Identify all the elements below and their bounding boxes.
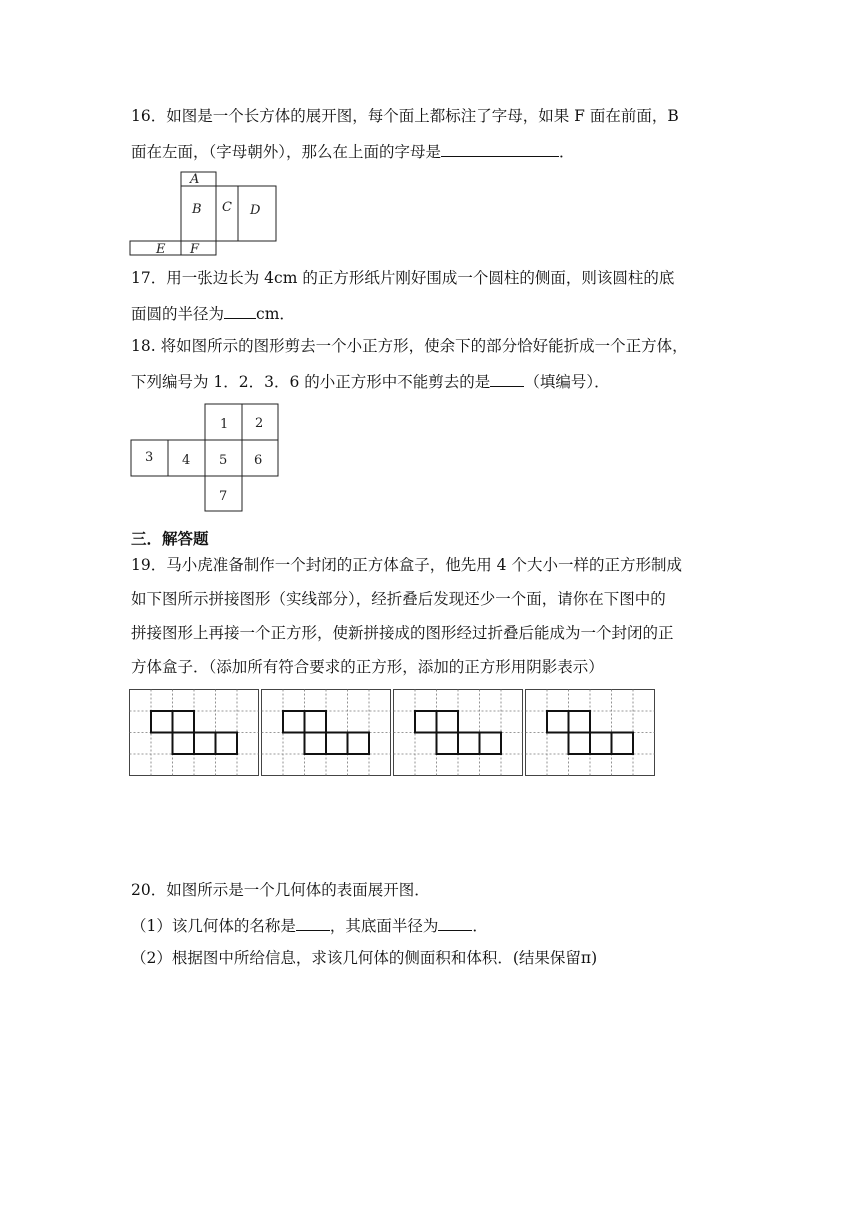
face-label-a: A (190, 172, 200, 187)
solid-square (194, 733, 216, 755)
q19-line-1: 19．马小虎准备制作一个封闭的正方体盒子，他先用 4 个大小一样的正方形制成 (131, 556, 682, 574)
q16-line-1: 16．如图是一个长方体的展开图，每个面上都标注了字母，如果 F 面在前面，B (131, 107, 679, 125)
solid-square (480, 733, 502, 755)
square-label-6: 6 (254, 453, 263, 468)
square-label-4: 4 (182, 453, 191, 468)
q19-line-4: 方体盒子．（添加所有符合要求的正方形，添加的正方形用阴影表示） (131, 658, 604, 676)
solid-square (437, 733, 459, 755)
solid-square (348, 733, 370, 755)
solid-square (305, 711, 327, 733)
solid-square (173, 711, 195, 733)
q16-cuboid-net-figure (130, 172, 280, 256)
solid-square (151, 711, 173, 733)
solid-square (216, 733, 238, 755)
solid-square (612, 733, 634, 755)
q20-line-3: （2）根据图中所给信息，求该几何体的侧面积和体积．(结果保留π) (131, 949, 598, 967)
square-label-7: 7 (219, 489, 228, 504)
q20-line-2-prefix: （1）该几何体的名称是 (131, 917, 296, 935)
q19-grid-1[interactable] (130, 690, 259, 776)
solid-square (283, 711, 305, 733)
q19-line-2: 如下图所示拼接图形（实线部分），经折叠后发现还少一个面，请你在下图中的 (131, 590, 666, 608)
q18-line-1: 18. 将如图所示的图形剪去一个小正方形，使余下的部分恰好能折成一个正方体， (131, 337, 688, 355)
q17-line-2-prefix: 面圆的半径为 (131, 305, 225, 323)
solid-square (590, 733, 612, 755)
face-label-e: E (156, 242, 166, 257)
square-label-5: 5 (219, 453, 228, 468)
q20-line-2-suffix: ． (472, 917, 488, 935)
q18-answer-blank[interactable] (490, 370, 524, 387)
q16-answer-blank[interactable] (441, 140, 559, 157)
q20-name-blank[interactable] (296, 914, 330, 931)
q16-line-2 (131, 140, 575, 162)
q16-line-2-suffix: ． (559, 143, 575, 161)
q18-line-2 (131, 370, 610, 392)
solid-square (569, 733, 591, 755)
q19-grid-figures (129, 689, 659, 779)
solid-square (547, 711, 569, 733)
q17-line-1: 17．用一张边长为 4cm 的正方形纸片刚好围成一个圆柱的侧面，则该圆柱的底 (131, 269, 675, 287)
q20-line-2 (131, 914, 488, 936)
solid-square (415, 711, 437, 733)
q19-grid-3[interactable] (394, 690, 523, 776)
q18-line-2-prefix: 下列编号为 1．2．3．6 的小正方形中不能剪去的是 (131, 373, 491, 391)
q19-grid-4[interactable] (526, 690, 655, 776)
solid-square (173, 733, 195, 755)
q20-line-2-middle: ，其底面半径为 (329, 917, 439, 935)
q16-line-2-prefix: 面在左面，（字母朝外），那么在上面的字母是 (131, 143, 442, 161)
q20-line-1: 20．如图所示是一个几何体的表面展开图． (131, 881, 430, 899)
face-label-d: D (250, 203, 261, 218)
square-label-2: 2 (255, 416, 264, 431)
q17-answer-blank[interactable] (224, 302, 256, 319)
q17-line-2-suffix: cm． (256, 305, 295, 323)
solid-square (569, 711, 591, 733)
square-label-3: 3 (145, 450, 154, 465)
face-label-b: B (192, 202, 202, 217)
q19-grid-2[interactable] (262, 690, 391, 776)
solid-square (305, 733, 327, 755)
face-label-f: F (190, 242, 200, 257)
q19-line-3: 拼接图形上再接一个正方形，使新拼接成的图形经过折叠后能成为一个封闭的正 (131, 624, 674, 642)
square-label-1: 1 (220, 417, 229, 432)
q18-line-2-suffix: （填编号）． (524, 373, 610, 391)
face-label-c: C (222, 200, 232, 215)
q20-radius-blank[interactable] (438, 914, 472, 931)
solid-square (437, 711, 459, 733)
solid-square (326, 733, 348, 755)
q18-cube-net-figure (131, 404, 279, 512)
q17-line-2 (131, 302, 295, 324)
solid-square (458, 733, 480, 755)
section-heading: 三．解答题 (131, 530, 209, 548)
